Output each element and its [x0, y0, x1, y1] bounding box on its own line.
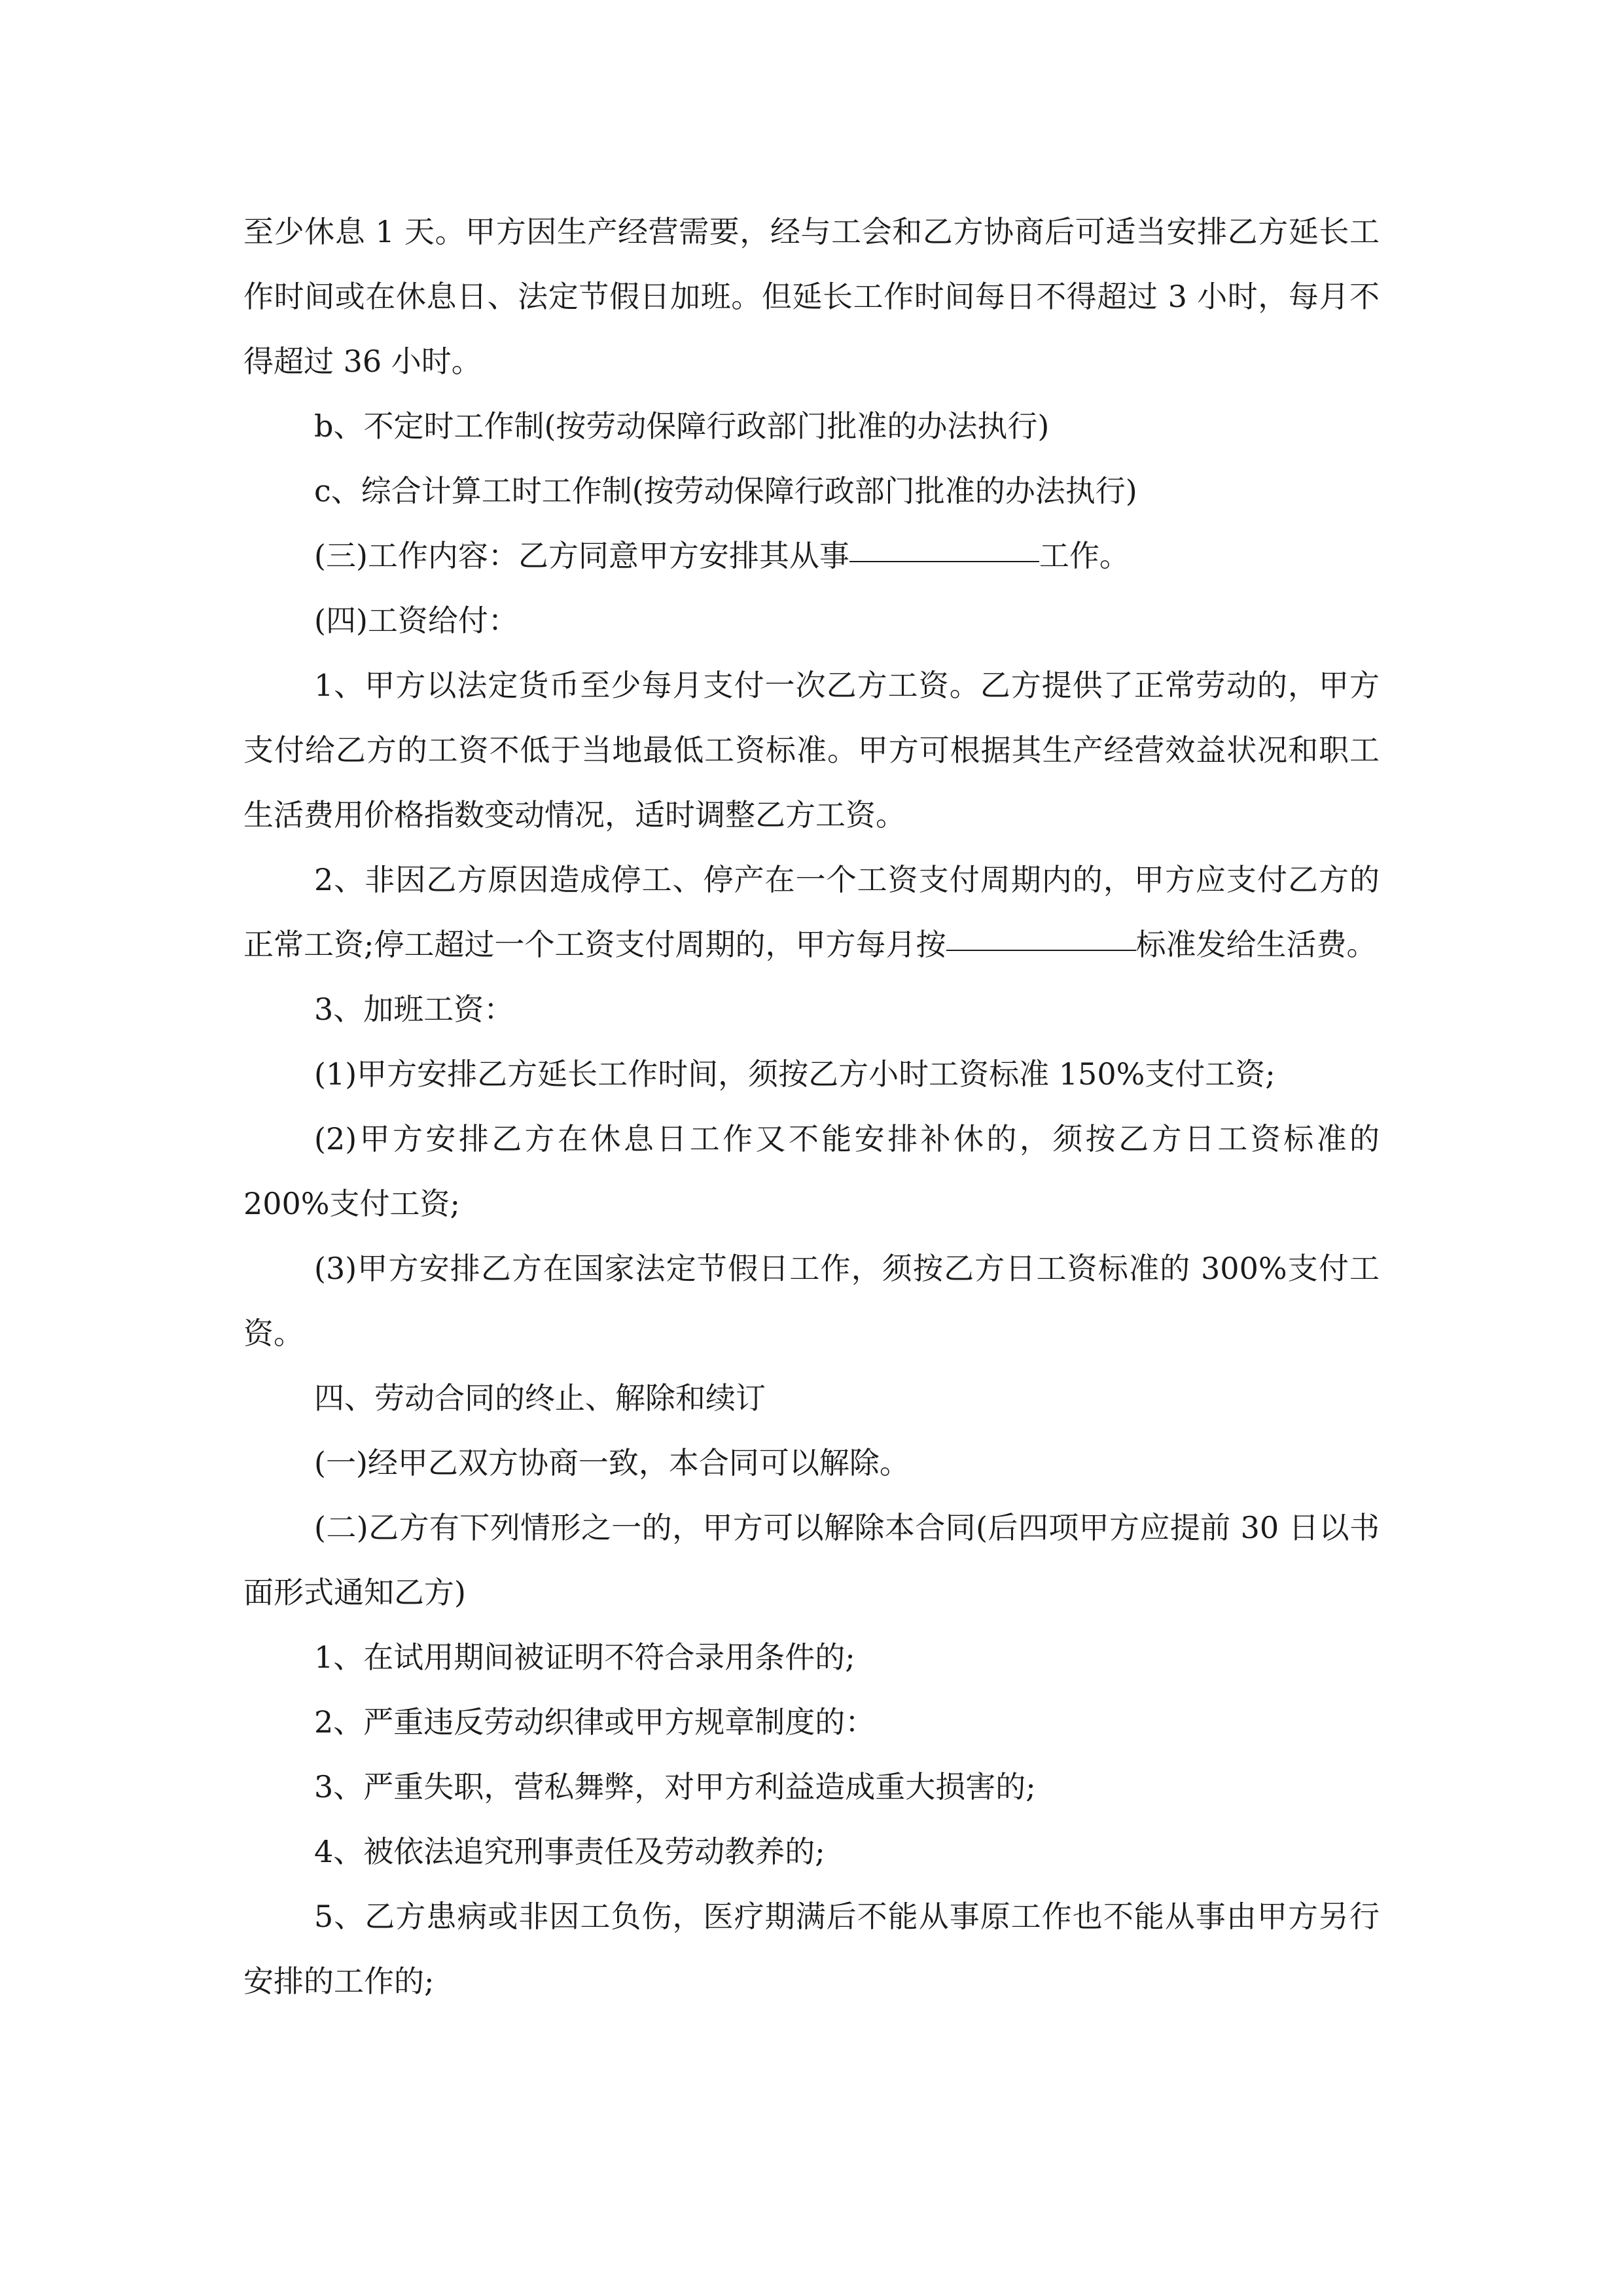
paragraph-flexible-hours: b、不定时工作制(按劳动保障行政部门批准的办法执行): [314, 408, 1050, 444]
work-content-text: (三)工作内容：乙方同意甲方安排其从事: [314, 538, 849, 573]
paragraph-overtime-3: (3)甲方安排乙方在国家法定节假日工作，须按乙方日工资标准的 300%支付工资。: [243, 1251, 1380, 1351]
list-item-4: 4、被依法追究刑事责任及劳动教养的;: [314, 1834, 825, 1869]
work-content-blank[interactable]: [849, 560, 1039, 562]
list-item-1: 1、在试用期间被证明不符合录用条件的;: [314, 1640, 855, 1675]
wage-item-2-suffix: 标准发给生活费。: [1135, 927, 1377, 962]
paragraph-wage-item-2: [243, 848, 1380, 977]
paragraph-overtime-1: (1)甲方安排乙方延长工作时间，须按乙方小时工资标准 150%支付工资;: [314, 1056, 1275, 1092]
paragraph-wage-item-1: 1、甲方以法定货币至少每月支付一次乙方工资。乙方提供了正常劳动的，甲方支付给乙方的工资不低于当地最低工资标准。甲方可根据其生产经营效益状况和职工生活费用价格指数变动情况，适时调整乙方工资。: [243, 668, 1380, 833]
list-item-3: 3、严重失职，营私舞弊，对甲方利益造成重大损害的;: [314, 1769, 1036, 1804]
paragraph-overtime-2: (2)甲方安排乙方在休息日工作又不能安排补休的，须按乙方日工资标准的 200%支付工资;: [243, 1121, 1380, 1221]
living-allowance-blank[interactable]: [946, 949, 1136, 951]
paragraph-termination-1: (一)经甲乙双方协商一致，本合同可以解除。: [314, 1445, 910, 1480]
paragraph-comprehensive-hours: c、综合计算工时工作制(按劳动保障行政部门批准的办法执行): [314, 473, 1137, 509]
section-heading-termination: 四、劳动合同的终止、解除和续订: [314, 1380, 766, 1416]
list-item-2: 2、严重违反劳动织律或甲方规章制度的：: [314, 1704, 876, 1740]
paragraph-working-hours: 至少休息 1 天。甲方因生产经营需要，经与工会和乙方协商后可适当安排乙方延长工作时间或在休息日、法定节假日加班。但延长工作时间每日不得超过 3 小时，每月不得超过 36 小时。: [243, 214, 1380, 379]
work-content-suffix: 工作。: [1039, 538, 1130, 573]
wage-item-2-text: 2、非因乙方原因造成停工、停产在一个工资支付周期内的，甲方应支付乙方的正常工资;停工超过一个工资支付周期的，甲方每月按: [243, 862, 1380, 962]
paragraph-overtime-heading: 3、加班工资：: [314, 992, 514, 1027]
document-body: [243, 200, 1380, 2014]
paragraph-termination-2: (二)乙方有下列情形之一的，甲方可以解除本合同(后四项甲方应提前 30 日以书面形式通知乙方): [243, 1510, 1380, 1610]
list-item-5: 5、乙方患病或非因工负伤，医疗期满后不能从事原工作也不能从事由甲方另行安排的工作的;: [243, 1899, 1380, 1999]
paragraph-work-content: [243, 524, 1380, 588]
section-heading-wage-payment: (四)工资给付：: [314, 603, 518, 638]
